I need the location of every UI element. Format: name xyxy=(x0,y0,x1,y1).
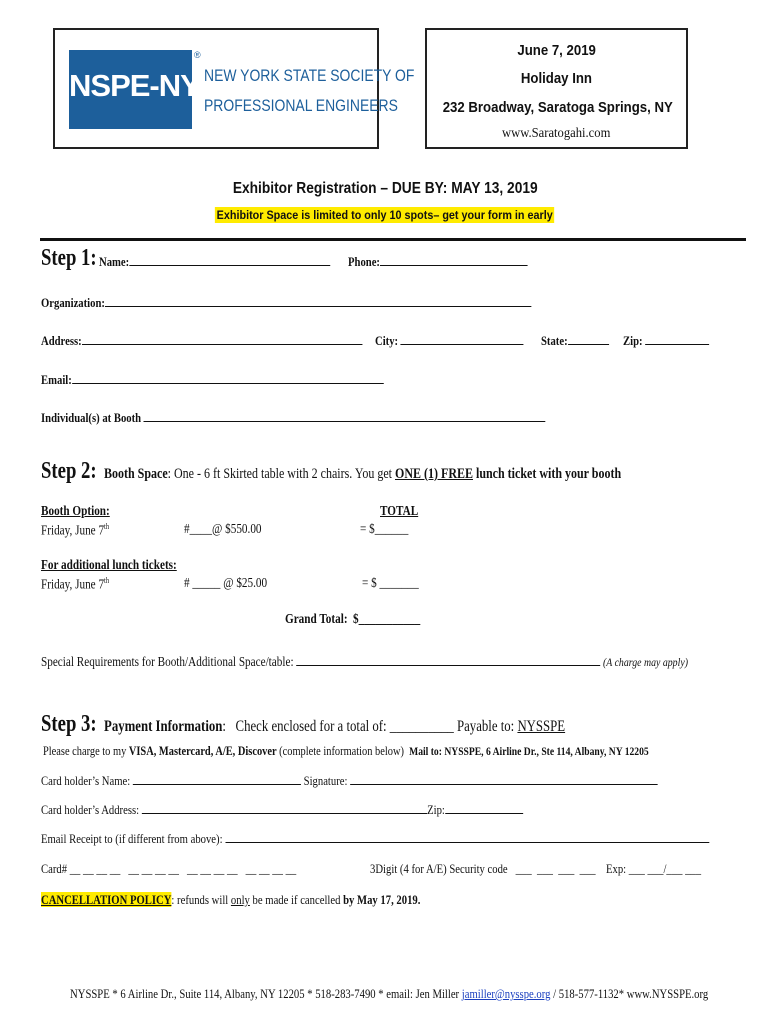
booth-description: : One - 6 ft Skirted table with 2 chairs. You get xyxy=(167,466,395,482)
state-field[interactable] xyxy=(568,332,609,345)
state-label: State: xyxy=(541,333,568,348)
step2-label: Step 2: xyxy=(41,458,97,484)
event-address: 232 Broadway, Saratoga Springs, NY xyxy=(442,99,673,116)
cardholder-address-field[interactable] xyxy=(142,801,427,814)
booth-description-end: lunch ticket with your booth xyxy=(472,466,622,482)
payable-to: NYSSPE xyxy=(517,718,566,735)
footer-email-link[interactable]: jamiller@nysspe.org xyxy=(461,986,551,1001)
event-website[interactable]: www.Saratogahi.com xyxy=(502,126,611,141)
step1-label: Step 1: xyxy=(41,245,97,271)
booth-option-sup: th xyxy=(104,522,110,531)
exp-label: Exp: xyxy=(606,861,627,876)
cardholder-zip-field[interactable] xyxy=(445,801,523,814)
space-limit-notice: Exhibitor Space is limited to only 10 spots– get your form in early xyxy=(216,208,554,222)
mail-to-address: Mail to: NYSSPE, 6 Airline Dr., Ste 114, Albany, NY 12205 xyxy=(409,744,649,758)
step3-label: Step 3: xyxy=(41,711,97,737)
name-label: Name: xyxy=(99,254,130,269)
form-title: Exhibitor Registration – DUE BY: MAY 13, 2019 xyxy=(232,180,538,197)
individuals-label: Individual(s) at Booth xyxy=(41,410,142,425)
grand-total-label: Grand Total: xyxy=(285,612,348,627)
cardholder-address-label: Card holder’s Address: xyxy=(41,802,140,817)
charge-text-pre: Please charge to my xyxy=(43,743,129,758)
footer-text: NYSSPE * 6 Airline Dr., Suite 114, Albany, NY 12205 * 518-283-7490 * email: Jen Miller xyxy=(70,986,462,1001)
security-code-field[interactable]: ___ ___ ___ ___ xyxy=(515,861,596,876)
nspe-ny-logo xyxy=(69,50,200,129)
city-field[interactable] xyxy=(401,332,524,345)
booth-option-date: Friday, June 7 xyxy=(41,523,105,539)
cancellation-deadline: by May 17, 2019. xyxy=(343,892,421,907)
logo-box xyxy=(53,28,415,149)
special-requirements-label: Special Requirements for Booth/Additional Space/table: xyxy=(41,655,294,670)
grand-total-field[interactable]: $___________ xyxy=(353,612,421,627)
cancellation-only: only xyxy=(230,892,250,907)
email-field[interactable] xyxy=(72,371,384,384)
footer-text-end: / 518-577-1132* www.NYSSPE.org xyxy=(550,986,709,1001)
individuals-field[interactable] xyxy=(144,409,546,422)
exp-field[interactable]: ___ ___/___ ___ xyxy=(628,861,702,876)
org-name-line2: PROFESSIONAL ENGINEERS xyxy=(204,96,398,115)
security-code-label: 3Digit (4 for A/E) Security code xyxy=(370,861,508,876)
lunch-sup: th xyxy=(104,576,110,585)
card-types: VISA, Mastercard, A/E, Discover xyxy=(128,743,277,758)
payment-info-label: Payment Information xyxy=(104,718,223,735)
organization-field[interactable] xyxy=(105,294,531,307)
lunch-date: Friday, June 7 xyxy=(41,577,105,593)
booth-option-label: Booth Option: xyxy=(41,504,110,519)
email-receipt-field[interactable] xyxy=(225,830,709,843)
signature-label: Signature: xyxy=(303,773,348,788)
signature-field[interactable] xyxy=(350,772,658,785)
lunch-tickets-label: For additional lunch tickets: xyxy=(41,558,177,573)
org-name-line1: NEW YORK STATE SOCIETY OF xyxy=(204,66,415,85)
phone-field[interactable] xyxy=(380,253,528,266)
booth-option-quantity[interactable]: #____@ $550.00 xyxy=(184,522,262,537)
charge-text-post: (complete information below) xyxy=(276,743,404,758)
event-venue: Holiday Inn xyxy=(520,70,593,87)
email-label: Email: xyxy=(41,372,72,387)
logo-text: NSPE-NY xyxy=(69,68,200,103)
charge-note: (A charge may apply) xyxy=(603,655,688,669)
phone-label: Phone: xyxy=(348,254,380,269)
cancellation-text-pre: : refunds will xyxy=(171,892,231,907)
registered-mark: ® xyxy=(194,50,201,60)
address-field[interactable] xyxy=(82,332,362,345)
city-label: City: xyxy=(375,333,399,348)
card-number-label: Card# xyxy=(41,861,70,876)
check-text: Check enclosed for a total of: __________ Payable to: xyxy=(235,718,518,735)
divider xyxy=(40,238,746,241)
address-label: Address: xyxy=(41,333,82,348)
total-header: TOTAL xyxy=(380,504,419,519)
organization-label: Organization: xyxy=(41,295,105,310)
cancellation-policy-label: CANCELLATION POLICY xyxy=(41,892,172,907)
lunch-total[interactable]: = $ _______ xyxy=(362,576,419,591)
cancellation-text-mid: be made if cancelled xyxy=(249,892,344,907)
email-receipt-label: Email Receipt to (if different from above): xyxy=(41,831,223,846)
zip-label: Zip: xyxy=(623,333,643,348)
zip-field[interactable] xyxy=(645,332,709,345)
name-field[interactable] xyxy=(129,253,330,266)
booth-option-total[interactable]: = $______ xyxy=(360,522,409,537)
booth-space-label: Booth Space xyxy=(104,466,168,482)
cardholder-name-field[interactable] xyxy=(133,772,301,785)
card-number-field[interactable]: __ __ __ __ __ __ __ __ __ __ __ __ __ __ __ __ xyxy=(69,861,297,876)
cardholder-zip-label: Zip: xyxy=(427,802,445,817)
special-requirements-field[interactable] xyxy=(296,653,600,666)
event-date: June 7, 2019 xyxy=(517,42,596,59)
cardholder-name-label: Card holder’s Name: xyxy=(41,773,131,788)
free-ticket-text: ONE (1) FREE xyxy=(394,466,473,482)
event-info-box xyxy=(425,28,688,149)
lunch-quantity[interactable]: # _____ @ $25.00 xyxy=(184,576,268,591)
